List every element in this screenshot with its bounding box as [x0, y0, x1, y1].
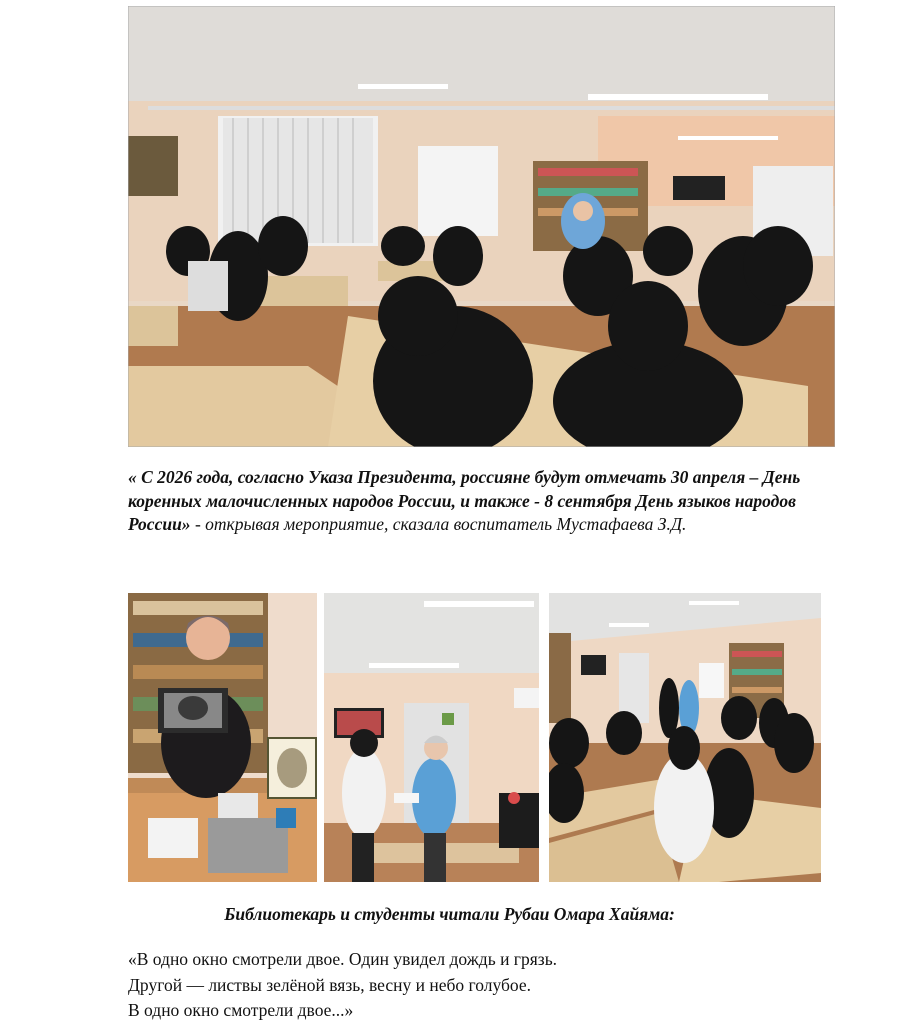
- photo-reading-exchange: [324, 593, 539, 882]
- event-photo-classroom: [128, 6, 835, 447]
- reading-caption: Библиотекарь и студенты читали Рубаи Омара Хайяма:: [224, 904, 675, 924]
- quote-plain-text: - открывая мероприятие, сказала воспитатель Мустафаева З.Д.: [190, 514, 687, 534]
- photo-classroom-reading: [549, 593, 821, 882]
- quote-bold-text: « С 2026 года, согласно Указа Президента, россияне будут отмечать 30 апреля – День коренных малочисленных народов России, и также - 8 сентября День языков народов России»: [128, 467, 801, 534]
- poem-line: Другой — листвы зелёной вязь, весну и небо голубое.: [128, 974, 532, 995]
- event-quote: [128, 466, 836, 537]
- poem-block: [128, 947, 848, 1024]
- photo-librarian-portrait: [128, 593, 317, 882]
- poem-line: «В одно окно смотрели двое. Один увидел дождь и грязь.: [128, 949, 558, 969]
- poem-line: В одно окно смотрели двое...»: [128, 1000, 354, 1020]
